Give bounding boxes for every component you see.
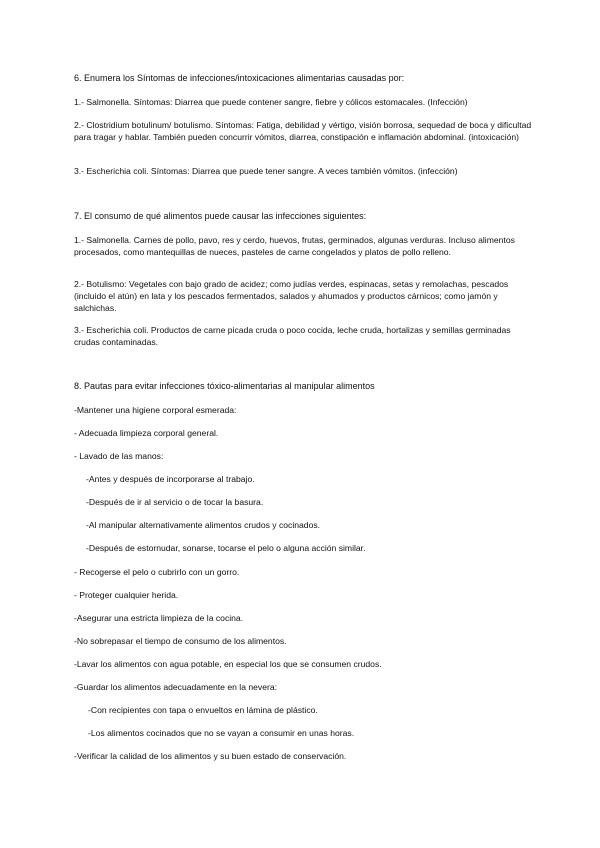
q8-subitem-estornudar: -Después de estornudar, sonarse, tocarse el pelo o alguna acción similar. bbox=[86, 543, 366, 553]
q8-item-lavado-manos: - Lavado de las manos: bbox=[74, 451, 164, 461]
q8-item-lavar-alimentos: -Lavar los alimentos con agua potable, en especial los que se consumen crudos. bbox=[74, 659, 382, 669]
q6-answer-salmonella: 1.- Salmonella. Síntomas: Diarrea que puede contener sangre, fiebre y cólicos estomacales. (Infección) bbox=[74, 97, 468, 107]
question-6-heading: 6. Enumera los Síntomas de infecciones/intoxicaciones alimentarias causadas por: bbox=[74, 73, 405, 83]
q8-item-higiene: -Mantener una higiene corporal esmerada: bbox=[74, 405, 237, 415]
q8-item-cocina: -Asegurar una estricta limpieza de la cocina. bbox=[74, 613, 244, 623]
q8-subitem-trabajo: -Antes y después de incorporarse al trabajo. bbox=[86, 474, 255, 484]
q8-subitem-cocinados: -Los alimentos cocinados que no se vayan a consumir en unas horas. bbox=[88, 728, 355, 738]
q8-subitem-servicio: -Después de ir al servicio o de tocar la basura. bbox=[86, 497, 264, 507]
q7-answer-salmonella: 1.- Salmonella. Carnes de pollo, pavo, res y cerdo, huevos, frutas, germinados, algunas verduras. Incluso alimentos procesados, como mantequillas de nueces, pasteles de carne congelados y platos de pollo relleno. bbox=[74, 235, 515, 257]
question-8-heading: 8. Pautas para evitar infecciones tóxico-alimentarias al manipular alimentos bbox=[74, 381, 375, 391]
q6-answer-ecoli: 3.- Escherichia coli. Síntomas: Diarrea que puede tener sangre. A veces también vómitos. (infección) bbox=[74, 166, 458, 176]
q7-answer-botulismo: 2.- Botulismo: Vegetales con bajo grado de acidez; como judías verdes, espinacas, setas y remolachas, pescados (incluido el atún) en lata y los pescados fermentados, salados y ahumados y productos cárnicos; como jamón y salchichas. bbox=[74, 279, 509, 313]
q8-subitem-crudos: -Al manipular alternativamente alimentos crudos y cocinados. bbox=[86, 520, 321, 530]
q8-item-tiempo-consumo: -No sobrepasar el tiempo de consumo de los alimentos. bbox=[74, 636, 287, 646]
q7-answer-ecoli: 3.- Escherichia coli. Productos de carne picada cruda o poco cocida, leche cruda, hortalizas y semillas germinadas crudas contaminadas. bbox=[74, 325, 511, 347]
q8-subitem-recipientes: -Con recipientes con tapa o envueltos en lámina de plástico. bbox=[88, 705, 318, 715]
q6-answer-botulismo: 2.- Clostridium botulinum/ botulismo. Síntomas: Fatiga, debilidad y vértigo, visión borrosa, sequedad de boca y dificultad para tragar y hablar. También pueden concurrir vómitos, diarrea, constipación e inflamación abdominal. (intoxicación) bbox=[74, 120, 532, 142]
q8-item-calidad: -Verificar la calidad de los alimentos y su buen estado de conservación. bbox=[74, 751, 347, 761]
q8-item-herida: - Proteger cualquier herida. bbox=[74, 590, 179, 600]
q8-item-pelo: - Recogerse el pelo o cubrirlo con un gorro. bbox=[74, 567, 240, 577]
q8-item-nevera: -Guardar los alimentos adecuadamente en la nevera: bbox=[74, 682, 278, 692]
question-7-heading: 7. El consumo de qué alimentos puede causar las infecciones siguientes: bbox=[74, 211, 367, 221]
q8-item-limpieza-corporal: - Adecuada limpieza corporal general. bbox=[74, 428, 219, 438]
